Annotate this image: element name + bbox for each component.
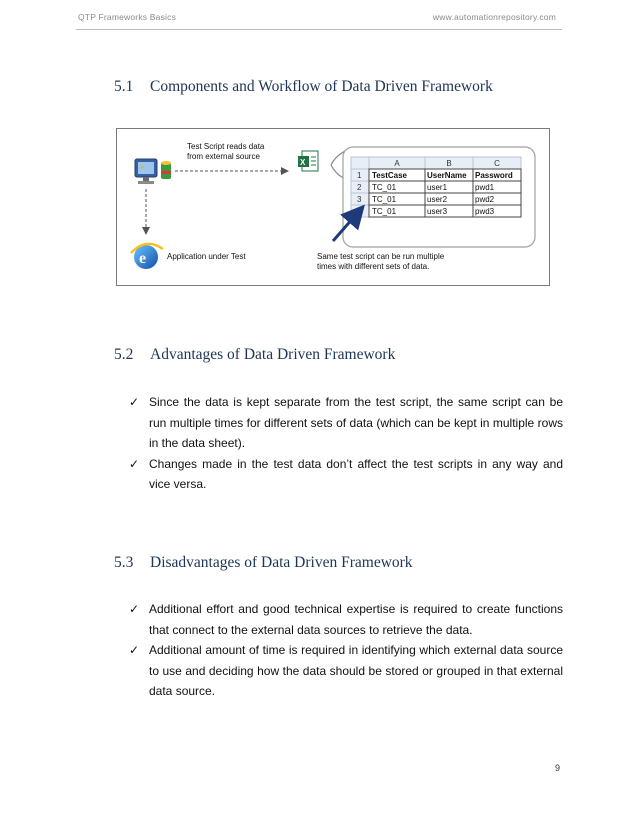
col-letter: A: [394, 159, 400, 168]
table-header-cell: Password: [475, 171, 513, 180]
table-cell: TC_01: [372, 207, 397, 216]
database-icon: [161, 161, 171, 179]
table-header-cell: UserName: [427, 171, 467, 180]
checkmark-icon: ✓: [129, 643, 140, 657]
table-header-cell: TestCase: [372, 171, 407, 180]
header-rule: [76, 29, 562, 30]
data-driven-workflow-figure: [116, 128, 550, 286]
section-title: Advantages of Data Driven Framework: [150, 346, 396, 363]
reads-data-label-line1: Test Script reads data: [187, 142, 265, 151]
svg-text:X: X: [300, 158, 306, 167]
section-title: Disadvantages of Data Driven Framework: [150, 554, 413, 571]
table-cell: TC_01: [372, 183, 397, 192]
section-number: 5.3: [114, 554, 134, 571]
row-number: 3: [357, 195, 362, 204]
section-heading-5-2: [114, 346, 395, 364]
section-heading-5-1: [114, 78, 493, 96]
internet-explorer-icon: [131, 244, 163, 269]
running-header-url: www.automationrepository.com: [432, 12, 556, 22]
list-item: [129, 392, 563, 454]
multiple-runs-note-line1: Same test script can be run multiple: [317, 252, 445, 261]
advantages-list: [129, 392, 563, 495]
checkmark-icon: ✓: [129, 456, 140, 471]
data-sheet-table: [351, 157, 521, 217]
list-item: [129, 599, 563, 640]
list-item-text: Additional effort and good technical expertise is required to create functions that connect to the external data sources to retrieve the data.: [149, 602, 563, 637]
application-under-test-label: Application under Test: [167, 252, 246, 261]
list-item-text: Changes made in the test data don’t affect the test scripts in any way and vice versa.: [149, 456, 563, 491]
excel-file-icon: [298, 151, 318, 171]
section-heading-5-3: [114, 554, 413, 572]
reads-data-label-line2: from external source: [187, 152, 260, 161]
section-title: Components and Workflow of Data Driven Framework: [150, 78, 493, 95]
row-number: 2: [357, 183, 362, 192]
svg-text:e: e: [139, 250, 147, 267]
list-item: [129, 640, 563, 702]
list-item-text: Since the data is kept separate from the test script, the same script can be run multiple times for different sets of data (which can be kept in multiple rows in the data sheet).: [149, 395, 563, 450]
table-cell: pwd1: [475, 183, 495, 192]
row-number: 1: [357, 171, 362, 180]
multiple-runs-note-line2: times with different sets of data.: [317, 262, 430, 271]
list-item-text: Additional amount of time is required in identifying which external data source to use and deciding how the data should be stored or grouped in that external data source.: [149, 643, 563, 698]
section-number: 5.2: [114, 346, 134, 363]
table-cell: user3: [427, 207, 448, 216]
list-item: [129, 454, 563, 495]
checkmark-icon: ✓: [129, 602, 140, 616]
disadvantages-list: [129, 599, 563, 702]
workflow-diagram: [117, 129, 549, 285]
col-letter: C: [494, 159, 500, 168]
table-cell: TC_01: [372, 195, 397, 204]
table-cell: user2: [427, 195, 448, 204]
page-number: 9: [554, 763, 560, 773]
col-letter: B: [446, 159, 452, 168]
table-cell: user1: [427, 183, 448, 192]
table-cell: pwd2: [475, 195, 495, 204]
checkmark-icon: ✓: [129, 395, 140, 409]
section-number: 5.1: [114, 78, 134, 95]
running-header-title: QTP Frameworks Basics: [78, 12, 177, 22]
test-script-computer-icon: [135, 159, 157, 184]
table-cell: pwd3: [475, 207, 495, 216]
